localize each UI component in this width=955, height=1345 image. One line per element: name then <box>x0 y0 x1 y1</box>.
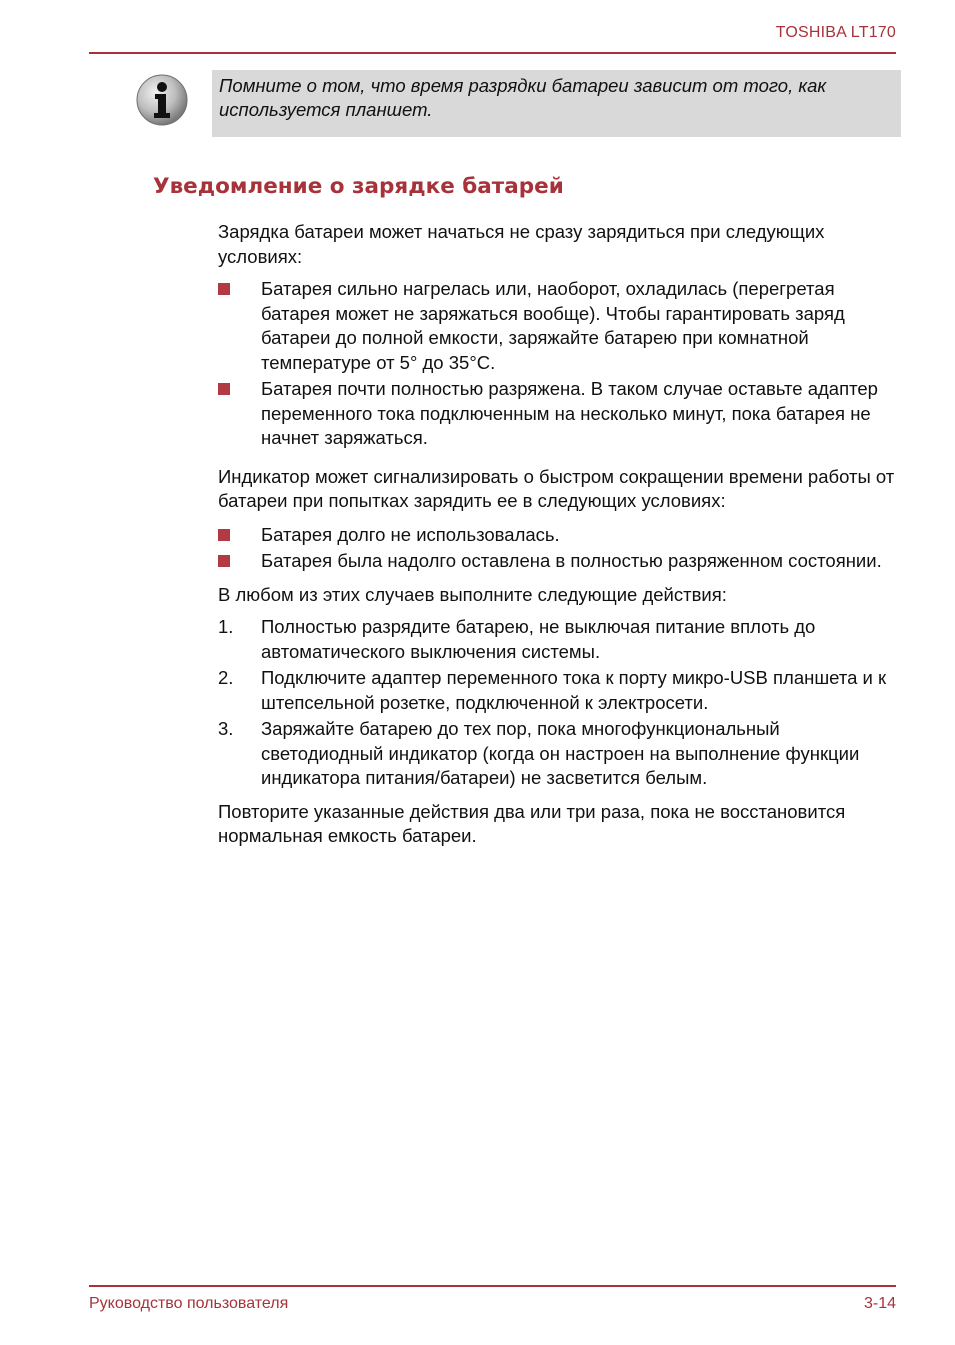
bullet-square-icon <box>218 383 230 395</box>
info-icon <box>135 73 189 127</box>
list-item-text: Батарея сильно нагрелась или, наоборот, охладилась (перегретая батарея может не заряжаться вообще). Чтобы гарантировать заряд батареи до полной емкости, заряжайте батарею при комнатной температуре от 5° до 35°C. <box>261 278 845 373</box>
page-number: 3-14 <box>863 1295 896 1312</box>
step-text: Полностью разрядите батарею, не выключая питание вплоть до автоматического выключения системы. <box>261 616 816 662</box>
closing-paragraph: Повторите указанные действия два или три раза, пока не восстановится нормальная емкость батареи. <box>218 800 846 846</box>
list-item <box>218 277 898 375</box>
header-title: TOSHIBA LT170 <box>775 24 896 41</box>
header-divider <box>89 52 896 54</box>
footer-manual-title: Руководство пользователя <box>89 1295 289 1312</box>
list-item-text: Батарея долго не использовалась. <box>261 523 560 545</box>
section-heading: Уведомление о зарядке батарей <box>153 174 564 199</box>
indicator-conditions-list <box>218 523 898 574</box>
step-item <box>218 717 898 791</box>
intro-paragraph: Зарядка батареи может начаться не сразу зарядиться при следующих условиях: <box>218 221 825 267</box>
steps-list <box>218 615 898 791</box>
step-number: 2. <box>218 667 234 688</box>
list-item <box>218 377 898 451</box>
list-item <box>218 549 898 574</box>
list-item-text: Батарея почти полностью разряжена. В таком случае оставьте адаптер переменного тока подключенным на несколько минут, пока батарея не начнет заряжаться. <box>261 378 878 448</box>
bullet-square-icon <box>218 555 230 567</box>
bullet-square-icon <box>218 283 230 295</box>
section-content <box>218 220 898 849</box>
bullet-square-icon <box>218 529 230 541</box>
step-item <box>218 666 898 715</box>
conditions-list <box>218 277 898 451</box>
note-text: Помните о том, что время разрядки батареи зависит от того, как используется планшет. <box>219 75 827 120</box>
list-item-text: Батарея была надолго оставлена в полностью разряженном состоянии. <box>261 550 882 571</box>
indicator-paragraph: Индикатор может сигнализировать о быстром сокращении времени работы от батареи при попытках зарядить ее в следующих условиях: <box>218 465 895 511</box>
step-number: 3. <box>218 718 234 739</box>
note-box <box>212 70 901 137</box>
actions-intro-paragraph: В любом из этих случаев выполните следующие действия: <box>218 583 727 605</box>
step-text: Заряжайте батарею до тех пор, пока многофункциональный светодиодный индикатор (когда он настроен на выполнение функции индикатора питания/батареи) не засветится белым. <box>261 718 860 788</box>
list-item <box>218 523 898 548</box>
step-item <box>218 615 898 664</box>
footer-divider <box>89 1285 896 1287</box>
step-number: 1. <box>218 616 234 637</box>
step-text: Подключите адаптер переменного тока к порту микро-USB планшета и к штепсельной розетке, подключенной к электросети. <box>261 667 887 713</box>
